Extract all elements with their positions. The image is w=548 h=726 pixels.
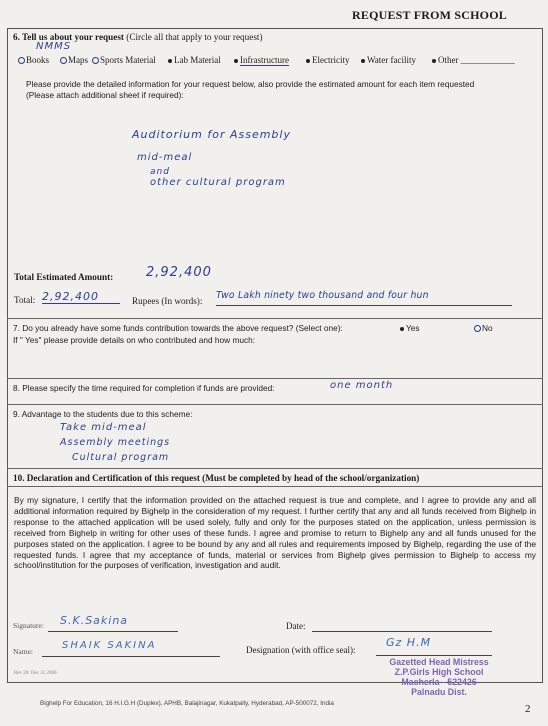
rupees-words-value: Two Lakh ninety two thousand and four hun — [216, 290, 429, 301]
divider — [7, 404, 543, 405]
revision-note: Rev 20: Dec 31 2006 — [14, 671, 57, 676]
stamp-line-1: Gazetted Head Mistress — [389, 657, 489, 667]
page-title: REQUEST FROM SCHOOL — [352, 8, 507, 22]
name-label: Name: — [13, 647, 33, 656]
signature-value: S.K.Sakina — [60, 614, 129, 627]
bullet-icon — [306, 59, 310, 63]
stamp-line-2: Z.P.Girls High School — [394, 667, 484, 677]
date-label: Date: — [286, 621, 306, 631]
bullet-icon — [234, 59, 238, 63]
rupees-words-label: Rupees (In words): — [132, 296, 203, 306]
section9-handwritten-2: Assembly meetings — [60, 437, 171, 448]
office-stamp — [376, 657, 502, 697]
form-frame — [7, 28, 543, 683]
handwritten-nmms: NMMS — [36, 41, 72, 52]
designation-line — [376, 655, 492, 656]
signature-label: Signature: — [13, 621, 44, 630]
circle-mark-icon — [474, 325, 481, 332]
divider — [7, 486, 543, 487]
bullet-icon — [432, 59, 436, 63]
option-maps[interactable]: Maps — [60, 55, 88, 65]
option-other[interactable]: Other ____________ — [432, 55, 515, 65]
option-lab-material[interactable]: Lab Material — [168, 55, 221, 65]
handwritten-detail-4: other cultural program — [150, 177, 286, 188]
page-number: 2 — [525, 703, 531, 715]
section9-handwritten-1: Take mid-meal — [60, 422, 147, 433]
declaration-text: By my signature, I certify that the information provided on the attached request is true and complete, and I agree to provide any and all additional information required by Bighelp in the consideration of my request. I further certify that any and all funds received from Bighelp in response to the attached application will be used solely, fully and only for the purposes stated on the application, unless permission is received from Bighelp in writing for other uses of these funds. I agree and promise to return to Bighelp any and all funds unused for the purposes stated on the application. I agree to be bound by any and all rules and requirements imposed by Bighelp, regarding the use of the requested funds. I agree that my acceptance of funds, material or services from Bighelp gives permission to Bighelp to access my school/institution for the purposes of verification, investigation and audit. — [14, 495, 536, 571]
option-yes[interactable]: Yes — [400, 323, 420, 333]
name-value: SHAIK SAKINA — [62, 640, 157, 651]
total-value: 2,92,400 — [42, 290, 120, 304]
section8-question: 8. Please specify the time required for completion if funds are provided: — [13, 383, 275, 393]
name-line — [42, 656, 220, 657]
handwritten-detail-2: mid-meal — [137, 152, 193, 163]
designation-label: Designation (with office seal): — [246, 645, 356, 655]
bullet-icon — [168, 59, 172, 63]
section9-handwritten-3: Cultural program — [72, 452, 170, 463]
option-sports-material[interactable]: Sports Material — [92, 55, 156, 65]
section6-instruction-2: (Please attach additional sheet if required): — [26, 90, 184, 100]
divider — [7, 378, 543, 379]
section8-answer: one month — [330, 380, 394, 391]
option-no[interactable]: No — [474, 323, 493, 333]
section6-instruction-1: Please provide the detailed information for your request below, also provide the estimated amount for each item requested — [26, 79, 475, 89]
footer-address: Bighelp For Education, 16 H.I.G.H (Duplex), APHB, Balajinagar, Kukatpally, Hyderabad, AP-500072, India — [40, 700, 334, 707]
bullet-icon — [400, 327, 404, 331]
total-estimated-value: 2,92,400 — [146, 265, 212, 280]
total-estimated-label: Total Estimated Amount: — [14, 272, 114, 282]
circle-mark-icon — [92, 57, 99, 64]
date-line — [312, 631, 492, 632]
stamp-line-3: Macherla - 522426 — [401, 677, 477, 687]
designation-value: Gz H.M — [386, 636, 432, 649]
rupees-words-line — [216, 305, 512, 306]
section7-question: 7. Do you already have some funds contribution towards the above request? (Select one): — [13, 323, 343, 333]
stamp-line-4: Palnadu Dist. — [411, 687, 467, 697]
handwritten-detail-3: and — [150, 167, 170, 177]
option-water-facility[interactable]: Water facility — [361, 55, 416, 65]
circle-mark-icon — [18, 57, 25, 64]
section10-heading: 10. Declaration and Certification of this request (Must be completed by head of the school/organization) — [13, 473, 420, 483]
bullet-icon — [361, 59, 365, 63]
option-infrastructure[interactable]: Infrastructure — [234, 55, 289, 65]
total-label: Total: — [14, 295, 36, 305]
handwritten-detail-1: Auditorium for Assembly — [132, 128, 291, 141]
section7-followup: If " Yes" please provide details on who contributed and how much: — [13, 335, 256, 345]
circle-mark-icon — [60, 57, 67, 64]
section9-question: 9. Advantage to the students due to this scheme: — [13, 409, 193, 419]
divider — [7, 468, 543, 469]
signature-line — [48, 631, 178, 632]
option-books[interactable]: Books — [18, 55, 49, 65]
divider — [7, 318, 543, 319]
option-electricity[interactable]: Electricity — [306, 55, 349, 65]
section6-heading: 6. Tell us about your request (Circle all that apply to your request) — [13, 32, 263, 42]
